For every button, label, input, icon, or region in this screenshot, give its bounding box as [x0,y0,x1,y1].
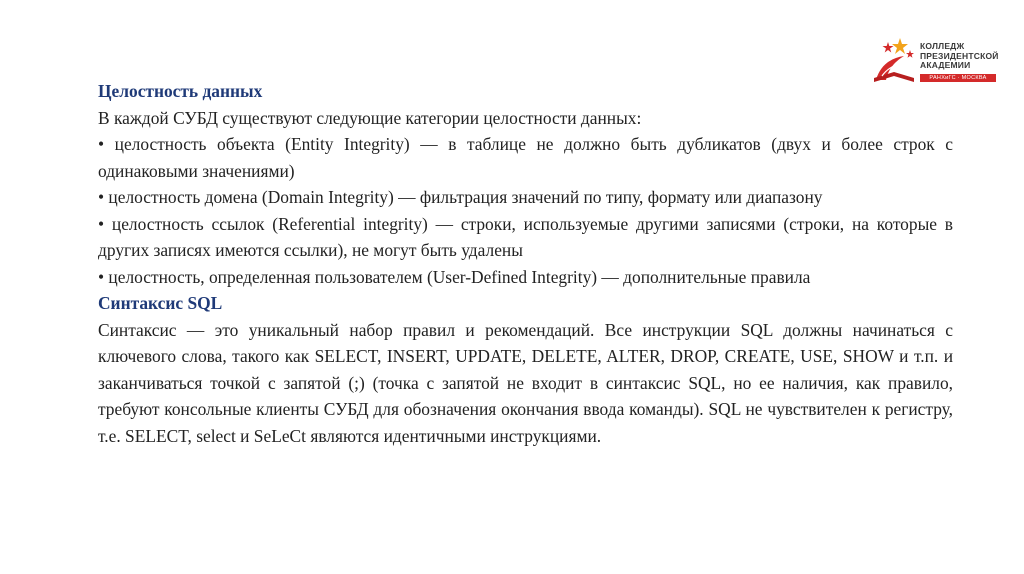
bullet-item: • целостность объекта (Entity Integrity) — в таблице не должно быть дубликатов (двух и более строк с одинаковыми значениями) [98,134,953,181]
syntax-paragraph: Синтаксис — это уникальный набор правил и рекомендаций. Все инструкции SQL должны начинаться с ключевого слова, такого как SELECT, INSERT, UPDATE, DELETE, ALTER, DROP, CREATE, USE, SHOW и т.п. и заканчиваться точкой с запятой (;) (точка с запятой не входит в синтаксис SQL, но ее наличия, как правило, требуют консольные клиенты СУБД для обозначения окончания ввода команды). SQL не чувствителен к регистру, т.е. SELECT, select и SeLeCt являются идентичными инструкциями. [98,319,953,446]
bullet-item: • целостность домена (Domain Integrity) — фильтрация значений по типу, формату или диапазону [98,187,823,207]
logo-wordmark [920,42,999,71]
logo-line: АКАДЕМИИ [920,60,971,70]
college-logo [870,36,1010,84]
section-heading-integrity: Целостность данных [98,81,263,101]
logo-badge: РАНХиГС · МОСКВА [920,74,996,82]
academy-emblem-icon [870,36,918,84]
logo-line: ПРЕЗИДЕНТСКОЙ [920,50,999,61]
bullet-item: • целостность ссылок (Referential integrity) — строки, используемые другими записями (строки, на которые в других записях имеются ссылки), не могут быть удалены [98,213,953,260]
bullet-item: • целостность, определенная пользователем (User-Defined Integrity) — дополнительные правила [98,266,811,287]
logo-line: КОЛЛЕДЖ [920,41,965,51]
section-heading-sql-syntax: Синтаксис SQL [98,293,223,313]
slide-content [98,78,953,449]
intro-paragraph: В каждой СУБД существуют следующие категории целостности данных: [98,107,642,128]
